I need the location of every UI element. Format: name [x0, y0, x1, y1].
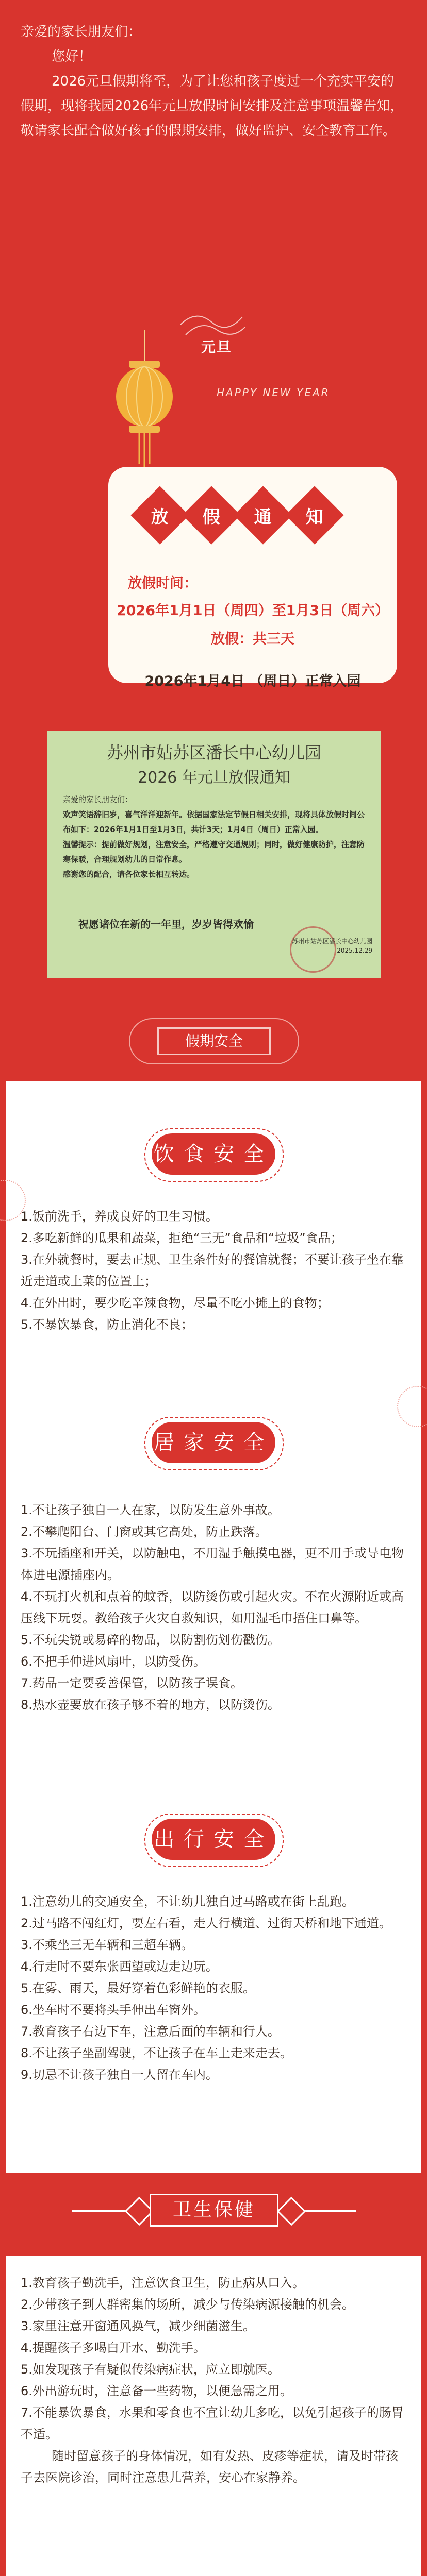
- home-safety-tag: 居家安全: [152, 1422, 275, 1463]
- list-item: 3.不玩插座和开关，以防触电，不用湿手触摸电器，更不用手或导电物体进电源插座内。: [21, 1546, 404, 1582]
- green-notice-subtitle: 2026 年元旦放假通知: [138, 769, 290, 787]
- list-item: 5.在雾、雨天，最好穿着色彩鲜艳的衣服。: [21, 1981, 255, 1995]
- list-item: 2.不攀爬阳台、门窗或其它高处，防止跌落。: [21, 1524, 268, 1539]
- holiday-days: 放假：共三天: [211, 631, 294, 647]
- list-item: 8.不让孩子坐副驾驶，不让孩子在车上走来走去。: [21, 2046, 292, 2060]
- safety-header: 假期安全: [157, 1027, 271, 1055]
- holiday-label: 放假时间：: [128, 575, 198, 591]
- greeting-salutation: 亲爱的家长朋友们：: [21, 24, 142, 40]
- notice-tag-2: 假: [182, 486, 240, 544]
- list-item: 5.如发现孩子有疑似传染病症状，应立即就医。: [21, 2362, 280, 2377]
- list-item: 1.注意幼儿的交通安全，不让幼儿独自过马路或在街上乱跑。: [21, 1894, 354, 1909]
- list-item: 1.不让孩子独自一人在家，以防发生意外事故。: [21, 1503, 280, 1517]
- list-item: 9.切忌不让孩子独自一人留在车内。: [21, 2067, 218, 2082]
- greeting-block: [21, 20, 407, 143]
- back-to-school-date: 2026年1月4日 （周日）正常入园: [144, 673, 361, 689]
- home-safety-list: [21, 1499, 407, 1716]
- notice-tag-1: 放: [130, 486, 189, 544]
- notice-tags: [139, 495, 335, 536]
- green-notice-para3: 温馨提示：提前做好规划，注意安全，严格遵守交通规则；同时，做好健康防护，注意防寒保暖，合理规划幼儿的日常作息。: [63, 840, 365, 864]
- hygiene-list: [21, 2272, 407, 2488]
- list-item: 4.在外出时，要少吃辛辣食物，尽量不吃小摊上的食物；: [21, 1296, 330, 1310]
- list-item: 7.教育孩子右边下车，注意后面的车辆和行人。: [21, 2024, 280, 2039]
- list-item: 4.行走时不要东张西望或边走边玩。: [21, 1959, 218, 1974]
- lantern-icon: [103, 330, 186, 484]
- green-notice-para1: 亲爱的家长朋友们：: [63, 795, 133, 804]
- food-safety-list: [21, 1206, 407, 1335]
- banner-title: 元旦: [201, 338, 233, 355]
- notice-tag-4: 知: [285, 486, 343, 544]
- list-item: 5.不玩尖锐或易碎的物品，以防割伤划伤戳伤。: [21, 1633, 280, 1647]
- travel-safety-list: [21, 1891, 407, 2086]
- list-item: 2.过马路不闯红灯，要左右看，走人行横道、过街天桥和地下通道。: [21, 1916, 391, 1930]
- signature-date: 2025.12.29: [337, 947, 372, 954]
- list-item: 7.药品一定要妥善保管，以防孩子误食。: [21, 1676, 243, 1690]
- list-item: 2.多吃新鲜的瓜果和蔬菜，拒绝“三无”食品和“垃圾”食品；: [21, 1231, 343, 1245]
- list-item: 6.外出游玩时，注意备一些药物，以便急需之用。: [21, 2384, 292, 2398]
- green-notice-title: 苏州市姑苏区潘长中心幼儿园: [106, 743, 321, 762]
- green-notice-para2: 欢声笑语辞旧岁，喜气洋洋迎新年。依据国家法定节假日相关安排，现将具体放假时间公布如下：2026年1月1日至1月3日，共计3天；1月4日（周日）正常入园。: [63, 810, 365, 834]
- list-item: 3.不乘坐三无车辆和三超车辆。: [21, 1938, 193, 1952]
- list-item: 8.热水壶要放在孩子够不着的地方，以防烫伤。: [21, 1698, 280, 1712]
- list-item: 1.教育孩子勤洗手，注意饮食卫生，防止病从口入。: [21, 2276, 305, 2290]
- list-item: 2.少带孩子到人群密集的场所，减少与传染病源接触的机会。: [21, 2297, 354, 2312]
- banner-subtitle: HAPPY NEW YEAR: [217, 386, 330, 399]
- food-safety-tag: 饮食安全: [152, 1133, 275, 1175]
- hygiene-tag: 卫生保健: [150, 2194, 278, 2227]
- green-notice-para4: 感谢您的配合，请各位家长相互转达。: [63, 870, 195, 879]
- list-item: 3.家里注意开窗通风换气，减少细菌滋生。: [21, 2319, 255, 2333]
- list-item: 1.饭前洗手，养成良好的卫生习惯。: [21, 1209, 218, 1224]
- list-item: 3.在外就餐时，要去正规、卫生条件好的餐馆就餐；不要让孩子坐在靠近走道或上菜的位置上；: [21, 1252, 404, 1289]
- list-item: 4.不玩打火机和点着的蚊香，以防烫伤或引起火灾。不在火源附近或高压线下玩耍。教给孩子火灾自救知识，如用湿毛巾捂住口鼻等。: [21, 1589, 404, 1625]
- green-notice-body: [63, 792, 367, 882]
- signature-org: 苏州市姑苏区潘长中心幼儿园: [291, 938, 372, 945]
- list-item: 7.不能暴饮暴食，水果和零食也不宜让幼儿多吃，以免引起孩子的肠胃不适。: [21, 2405, 404, 2442]
- list-item: 随时留意孩子的身体情况，如有发热、皮疹等症状，请及时带孩子去医院诊治，同时注意患儿营养，安心在家静养。: [21, 2449, 398, 2485]
- list-item: 6.坐车时不要将头手伸出车窗外。: [21, 2003, 206, 2017]
- green-notice-image: [47, 731, 381, 978]
- holiday-range: 2026年1月1日（周四）至1月3日（周六）: [116, 603, 389, 619]
- greeting-hello: 您好！: [52, 49, 92, 64]
- list-item: 4.提醒孩子多喝白开水、勤洗手。: [21, 2341, 206, 2355]
- green-notice-wish: 祝愿诸位在新的一年里，岁岁皆得欢愉: [78, 918, 254, 930]
- green-notice-signature: [269, 937, 372, 955]
- list-item: 5.不暴饮暴食，防止消化不良；: [21, 1317, 193, 1332]
- greeting-body: 2026元旦假期将至，为了让您和孩子度过一个充实平安的假期，现将我园2026年元旦放假时间安排及注意事项温馨告知，敬请家长配合做好孩子的假期安排，做好监护、安全教育工作。: [21, 74, 404, 139]
- notice-tag-3: 通: [234, 486, 292, 544]
- travel-safety-tag: 出行安全: [152, 1819, 275, 1860]
- list-item: 6.不把手伸进风扇叶，以防受伤。: [21, 1654, 206, 1669]
